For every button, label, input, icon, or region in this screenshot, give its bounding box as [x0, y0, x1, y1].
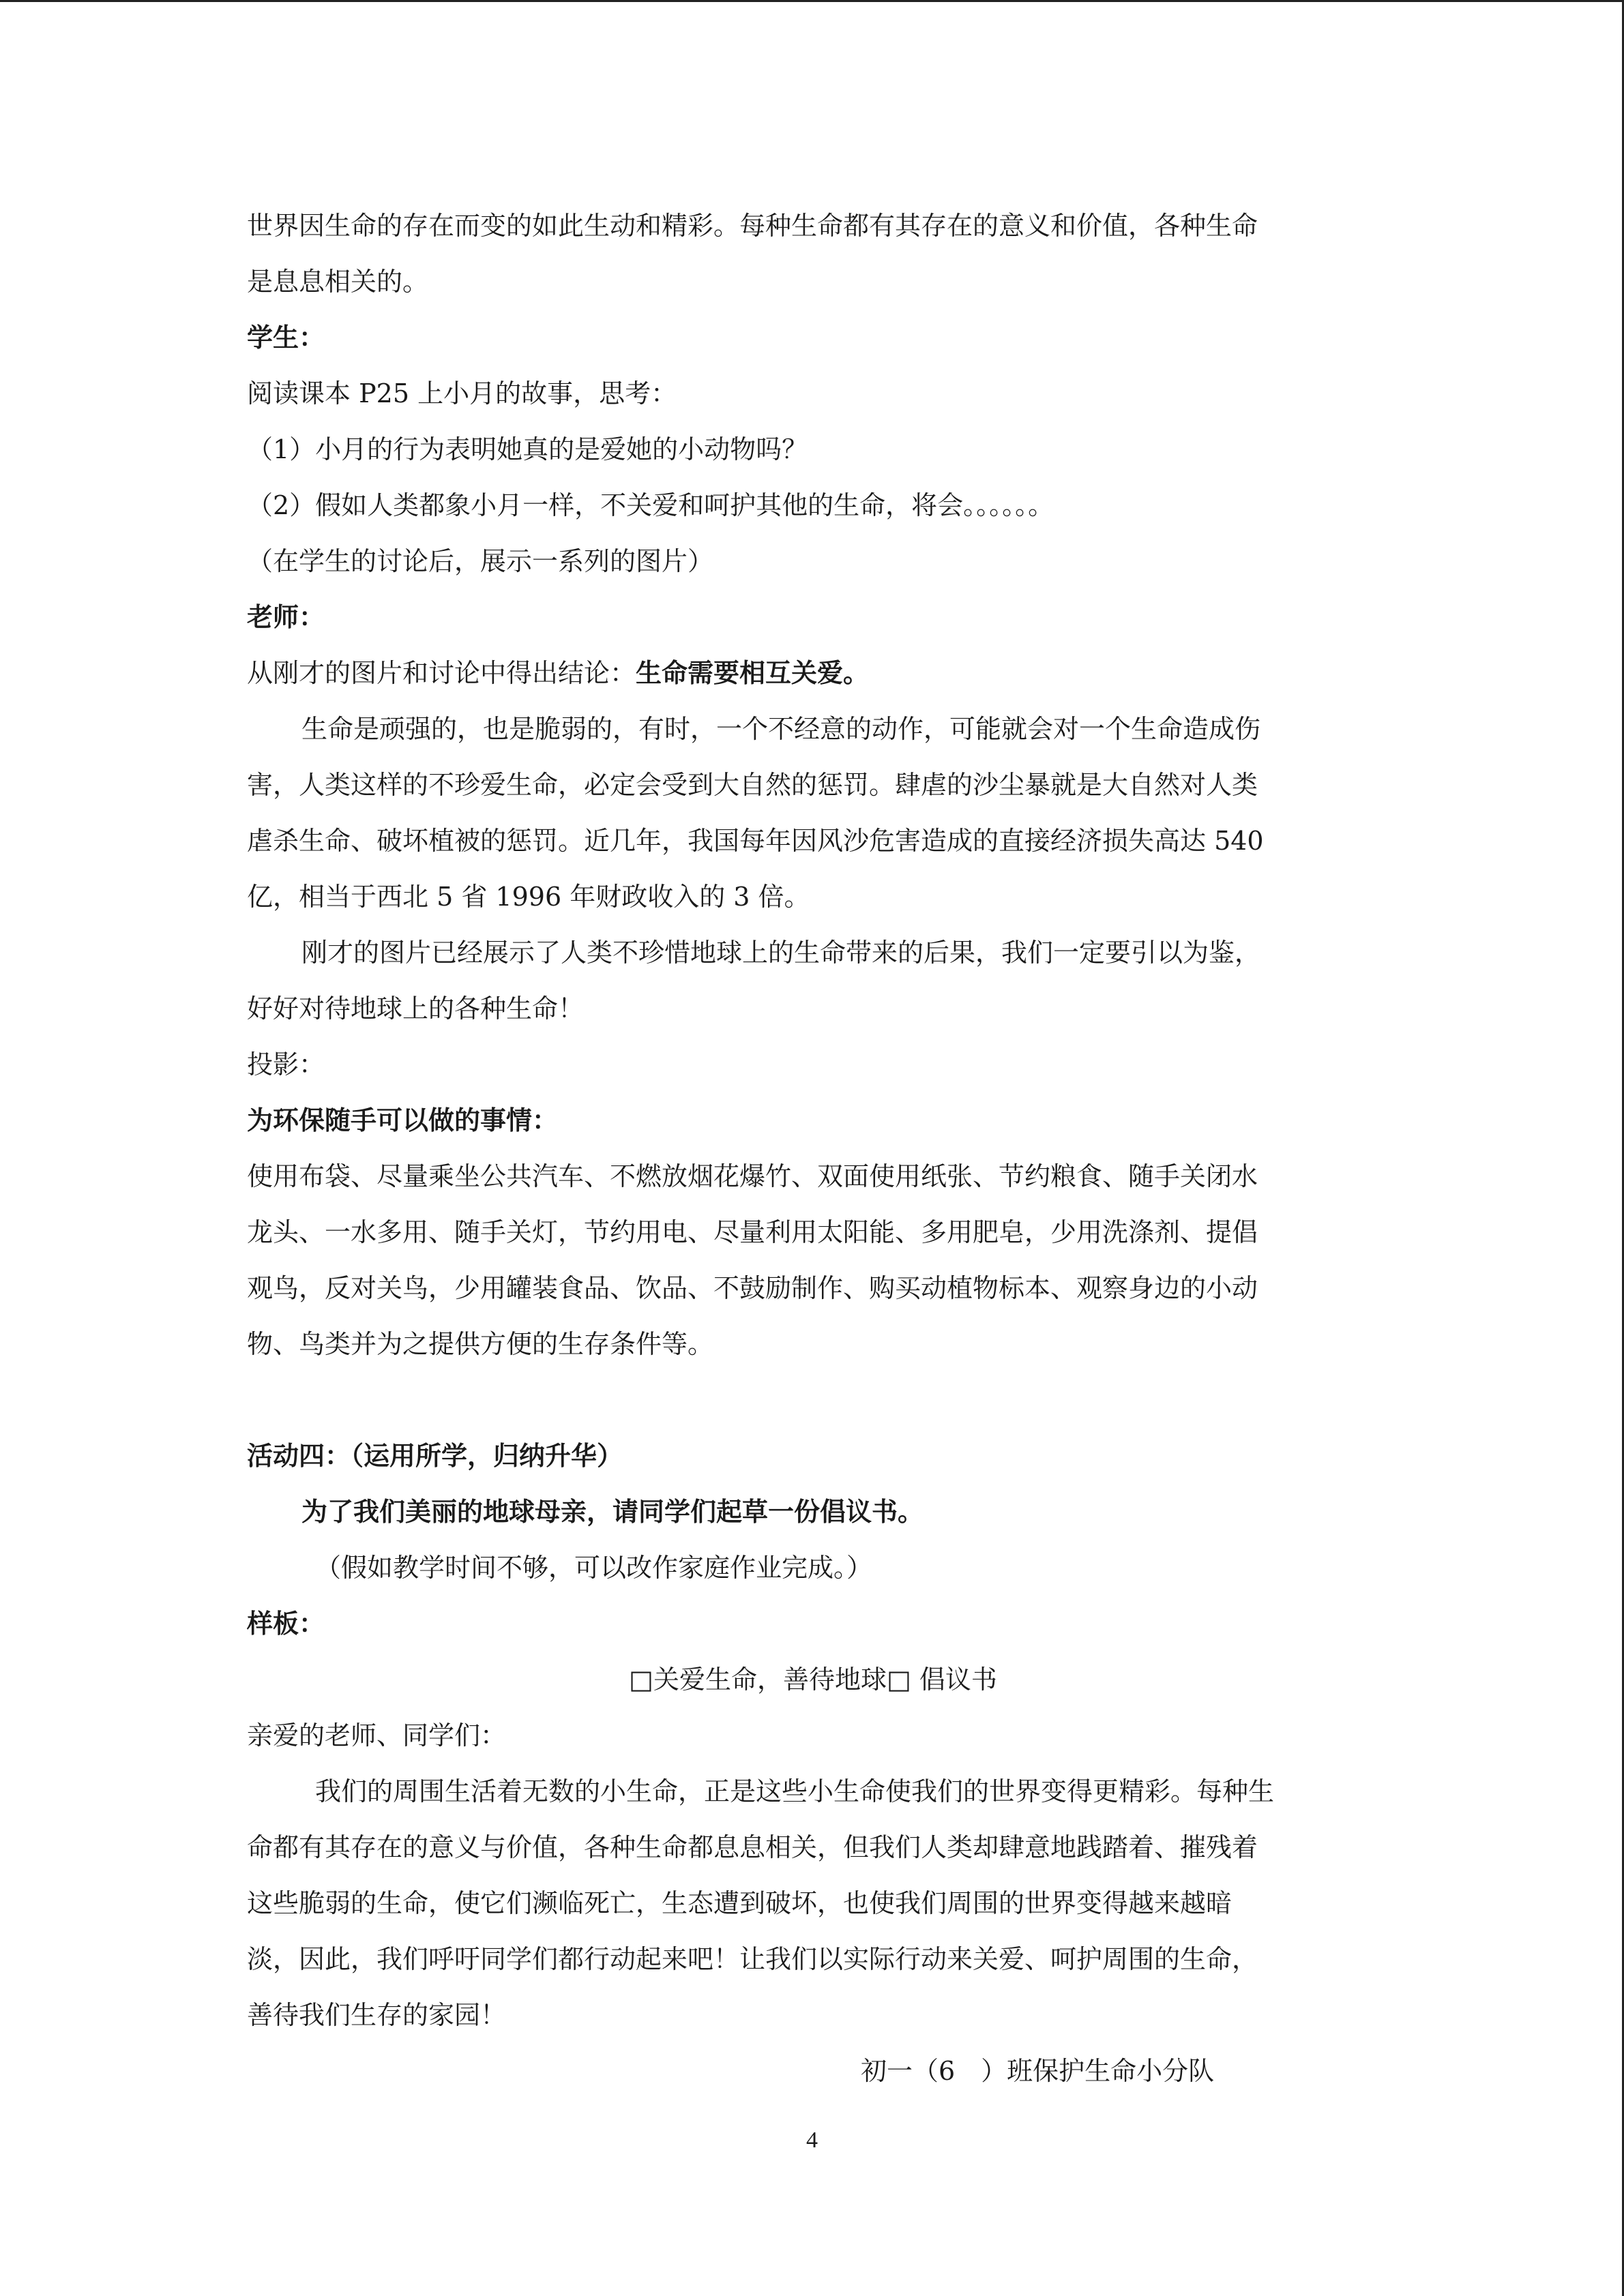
conclusion-bold: 生命需要相互关爱。 — [636, 657, 870, 688]
paragraph-line: 是息息相关的。 — [247, 267, 429, 297]
conclusion-line — [247, 645, 1379, 701]
paragraph-line: 观鸟，反对关鸟，少用罐装食品、饮品、不鼓励制作、购买动植物标本、观察身边的小动 — [247, 1273, 1258, 1303]
paragraph-line: 这些脆弱的生命，使它们濒临死亡，生态遭到破坏，也使我们周围的世界变得越来越暗 — [247, 1888, 1232, 1918]
signature: 初一（6 ）班保护生命小分队 — [861, 2056, 1215, 2086]
blank-line — [247, 1372, 1379, 1428]
activity-note: （假如教学时间不够，可以改作家庭作业完成。） — [315, 1553, 873, 1583]
stage-note: （在学生的讨论后，展示一系列的图片） — [247, 546, 714, 576]
paragraph-line: 我们的周围生活着无数的小生命，正是这些小生命使我们的世界变得更精彩。每种生 — [315, 1776, 1275, 1806]
salutation: 亲爱的老师、同学们： — [247, 1720, 507, 1750]
paragraph-line: 害，人类这样的不珍爱生命，必定会受到大自然的惩罚。肆虐的沙尘暴就是大自然对人类 — [247, 770, 1258, 800]
paragraph-line: 龙头、一水多用、随手关灯，节约用电、尽量利用太阳能、多用肥皂，少用洗涤剂、提倡 — [247, 1217, 1258, 1247]
activity-task: 为了我们美丽的地球母亲，请同学们起草一份倡议书。 — [301, 1496, 924, 1527]
document-body — [247, 198, 1379, 2099]
paragraph-line: 使用布袋、尽量乘坐公共汽车、不燃放烟花爆竹、双面使用纸张、节约粮食、随手关闭水 — [247, 1161, 1258, 1191]
question-1: （1）小月的行为表明她真的是爱她的小动物吗？ — [247, 434, 808, 464]
sample-label: 样板： — [247, 1608, 325, 1639]
projection-label: 投影： — [247, 1049, 325, 1079]
section-label-teacher: 老师： — [247, 601, 325, 632]
eco-tips-heading: 为环保随手可以做的事情： — [247, 1105, 559, 1135]
paragraph-line: 虐杀生命、破坏植被的惩罚。近几年，我国每年因风沙危害造成的直接经济损失高达 540 — [247, 826, 1264, 856]
page-number: 4 — [806, 2128, 818, 2153]
section-label-student: 学生： — [247, 322, 325, 353]
paragraph-line: 世界因生命的存在而变的如此生动和精彩。每种生命都有其存在的意义和价值，各种生命 — [247, 211, 1258, 241]
paragraph-line: 命都有其存在的意义与价值，各种生命都息息相关，但我们人类却肆意地践踏着、摧残着 — [247, 1832, 1258, 1862]
question-2: （2）假如人类都象小月一样，不关爱和呵护其他的生命，将会。。。。。。 — [247, 490, 1054, 520]
conclusion-prefix: 从刚才的图片和讨论中得出结论： — [247, 658, 636, 688]
paragraph-line: 淡，因此，我们呼吁同学们都行动起来吧！让我们以实际行动来关爱、呵护周围的生命， — [247, 1944, 1258, 1974]
paragraph-line: 亿，相当于西北 5 省 1996 年财政收入的 3 倍。 — [247, 882, 810, 912]
page-border-top — [0, 0, 1624, 2]
paragraph-line: 刚才的图片已经展示了人类不珍惜地球上的生命带来的后果，我们一定要引以为鉴， — [301, 938, 1261, 968]
proposal-title: □关爱生命，善待地球□ 倡议书 — [629, 1665, 997, 1695]
activity-four-heading: 活动四：（运用所学，归纳升华） — [247, 1440, 623, 1471]
paragraph-line: 阅读课本 P25 上小月的故事，思考： — [247, 378, 677, 408]
paragraph-line: 生命是顽强的，也是脆弱的，有时，一个不经意的动作，可能就会对一个生命造成伤 — [301, 714, 1261, 744]
paragraph-line: 善待我们生存的家园！ — [247, 2000, 507, 2030]
paragraph-line: 物、鸟类并为之提供方便的生存条件等。 — [247, 1329, 714, 1359]
paragraph-line: 好好对待地球上的各种生命！ — [247, 994, 585, 1024]
